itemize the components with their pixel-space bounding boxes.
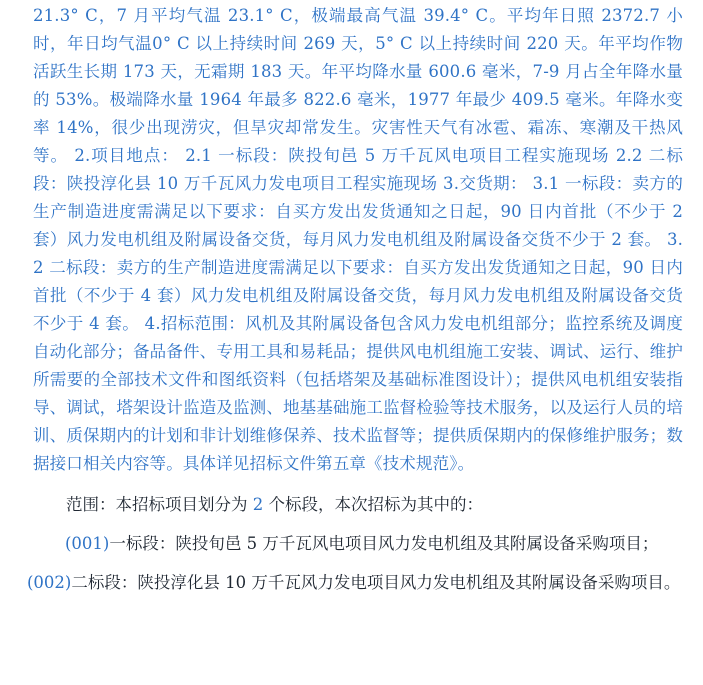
- lot-1-line: [33, 531, 683, 557]
- scope-intro-line: [33, 492, 683, 518]
- lot-2-description: 二标段：陕投淳化县 10 万千瓦风力发电项目风力发电机组及其附属设备采购项目。: [71, 573, 681, 592]
- procurement-details-paragraph: 21.3° C，7 月平均气温 23.1° C，极端最高气温 39.4° C。平均年日照 2372.7 小时，年日均气温0° C 以上持续时间 269 天，5° C 以上持续时间 220 天。年平均作物活跃生长期 173 天，无霜期 183 天。年平均降水量 600.6 毫米，7-9 月占全年降水量的 53%。极端降水量 1964 年最多 822.6 毫米，1977 年最少 409.5 毫米。年降水变率 14%，很少出现涝灾，但旱灾却常发生。灾害性天气有冰雹、霜冻、寒潮及干热风等。 2.项目地点： 2.1 一标段：陕投旬邑 5 万千瓦风电项目工程实施现场 2.2 二标段：陕投淳化县 10 万千瓦风力发电项目工程实施现场 3.交货期： 3.1 一标段：卖方的生产制造进度需满足以下要求：自买方发出发货通知之日起，90 日内首批（不少于 2 套）风力发电机组及附属设备交货，每月风力发电机组及附属设备交货不少于 2 套。 3.2 二标段：卖方的生产制造进度需满足以下要求：自买方发出发货通知之日起，90 日内首批（不少于 4 套）风力发电机组及附属设备交货，每月风力发电机组及附属设备交货不少于 4 套。 4.招标范围：风机及其附属设备包含风力发电机组部分；监控系统及调度自动化部分；备品备件、专用工具和易耗品；提供风电机组施工安装、调试、运行、维护所需要的全部技术文件和图纸资料（包括塔架及基础标准图设计）；提供风电机组安装指导、调试，塔架设计监造及监测、地基基础施工监督检验等技术服务，以及运行人员的培训、质保期内的计划和非计划维修保养、技术监督等；提供质保期内的保修维护服务；数据接口相关内容等。具体详见招标文件第五章《技术规范》。: [33, 6, 683, 473]
- lot-1-code: (001): [65, 534, 110, 553]
- bid-scope-section: [27, 492, 683, 596]
- lot-2-code: (002): [27, 573, 72, 592]
- lot-1-description: 一标段：陕投旬邑 5 万千瓦风电项目风力发电机组及其附属设备采购项目；: [109, 534, 659, 553]
- scope-intro-after: 个标段，本次招标为其中的：: [263, 495, 483, 514]
- lot-2-line: [27, 570, 683, 596]
- scope-intro-before: 范围：本招标项目划分为: [66, 495, 253, 514]
- lot-count-value: 2: [252, 495, 264, 514]
